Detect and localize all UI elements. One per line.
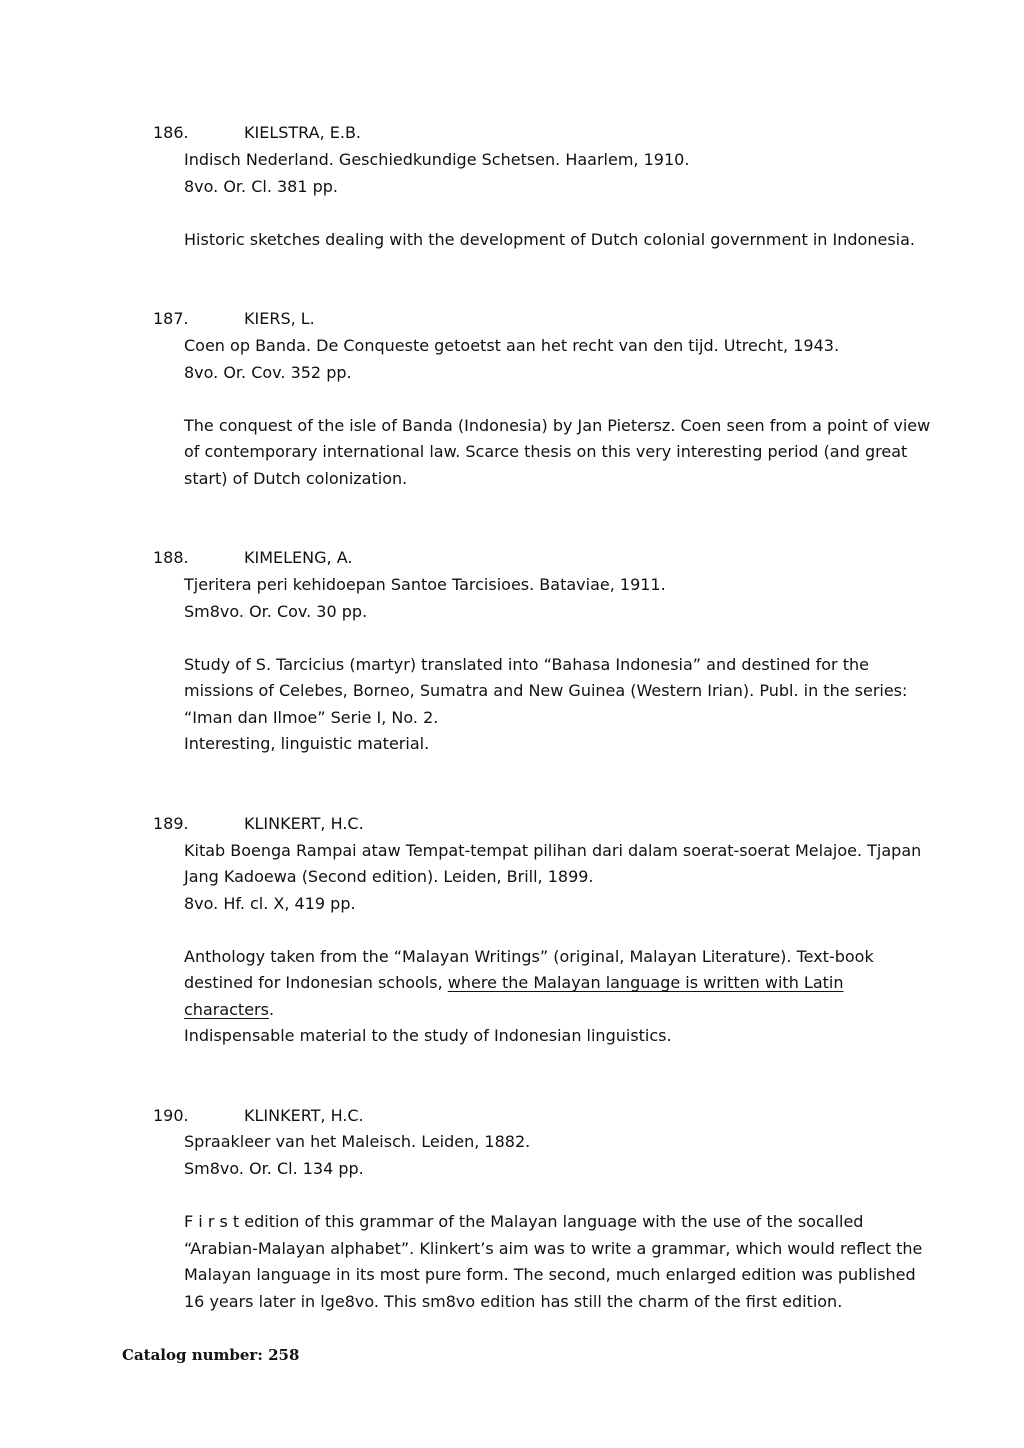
underlined-text: characters — [184, 1000, 269, 1019]
entry-description-line — [184, 1001, 274, 1019]
entry-title: Jang Kadoewa (Second edition). Leiden, Brill, 1899. — [184, 867, 594, 886]
entry-format: 8vo. Or. Cl. 381 pp. — [184, 177, 339, 196]
entry-description-line: Malayan language in its most pure form. The second, much enlarged edition was published — [184, 1265, 916, 1284]
underlined-text: where the Malayan language is written with Latin — [447, 973, 844, 992]
entry-format: Sm8vo. Or. Cov. 30 pp. — [184, 602, 368, 621]
entry-format: Sm8vo. Or. Cl. 134 pp. — [184, 1159, 364, 1178]
entry-number: 186. — [153, 123, 189, 142]
entry-description-line — [184, 974, 844, 992]
entry-format: 8vo. Or. Cov. 352 pp. — [184, 363, 352, 382]
entry-number: 187. — [153, 309, 189, 328]
entry-description-line: “Arabian-Malayan alphabet”. Klinkert’s aim was to write a grammar, which would reflect the — [184, 1239, 923, 1258]
entry-author: KIELSTRA, E.B. — [244, 123, 362, 142]
entry-author: KIERS, L. — [244, 309, 315, 328]
entry-author: KLINKERT, H.C. — [244, 1106, 364, 1125]
entry-title: Indisch Nederland. Geschiedkundige Schetsen. Haarlem, 1910. — [184, 150, 690, 169]
entry-format: 8vo. Hf. cl. X, 419 pp. — [184, 894, 356, 913]
entry-number: 188. — [153, 548, 189, 567]
entry-description-line: start) of Dutch colonization. — [184, 469, 408, 488]
entry-title: Spraakleer van het Maleisch. Leiden, 1882. — [184, 1132, 531, 1151]
description-text: . — [268, 1000, 275, 1019]
entry-title: Coen op Banda. De Conqueste getoetst aan het recht van den tijd. Utrecht, 1943. — [184, 336, 840, 355]
entry-description-line: of contemporary international law. Scarce thesis on this very interesting period (and great — [184, 442, 908, 461]
entry-description-line: Historic sketches dealing with the development of Dutch colonial government in Indonesia. — [184, 230, 915, 249]
entry-author: KIMELENG, A. — [244, 548, 353, 567]
entry-description-line: F i r s t edition of this grammar of the Malayan language with the use of the socalled — [184, 1212, 864, 1231]
entry-description-line: “Iman dan Ilmoe” Serie I, No. 2. — [184, 708, 439, 727]
entry-description-line: The conquest of the isle of Banda (Indonesia) by Jan Pietersz. Coen seen from a point of view — [184, 416, 931, 435]
entry-title: Kitab Boenga Rampai ataw Tempat-tempat pilihan dari dalam soerat-soerat Melajoe. Tjapan — [184, 841, 922, 860]
entry-description-line: Study of S. Tarcicius (martyr) translated into “Bahasa Indonesia” and destined for the — [184, 655, 869, 674]
entry-description-line: Anthology taken from the “Malayan Writings” (original, Malayan Literature). Text-book — [184, 947, 874, 966]
entry-author: KLINKERT, H.C. — [244, 814, 364, 833]
entry-description-line: 16 years later in lge8vo. This sm8vo edition has still the charm of the first edition. — [184, 1292, 843, 1311]
entry-description-line: missions of Celebes, Borneo, Sumatra and New Guinea (Western Irian). Publ. in the series: — [184, 681, 908, 700]
description-text: destined for Indonesian schools, — [184, 973, 448, 992]
entry-number: 189. — [153, 814, 189, 833]
entry-title: Tjeritera peri kehidoepan Santoe Tarcisioes. Bataviae, 1911. — [184, 575, 666, 594]
catalog-number-footer: Catalog number: 258 — [122, 1346, 300, 1364]
entry-description-line: Interesting, linguistic material. — [184, 734, 430, 753]
entry-number: 190. — [153, 1106, 189, 1125]
entry-description-line: Indispensable material to the study of Indonesian linguistics. — [184, 1026, 672, 1045]
